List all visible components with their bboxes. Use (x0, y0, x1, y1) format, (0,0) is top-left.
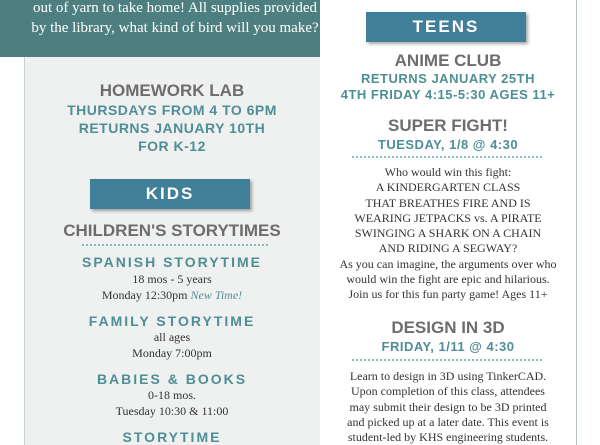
family-storytime-ages: all ages (153, 330, 191, 344)
babies-books-time: Tuesday 10:30 & 11:00 (115, 404, 229, 418)
super-fight-description (324, 165, 572, 303)
family-storytime-title: FAMILY STORYTIME (88, 313, 256, 329)
super-fight-title: SUPER FIGHT! (388, 116, 508, 135)
family-storytime-time: Monday 7:00pm (132, 346, 212, 360)
design-3d-date: FRIDAY, 1/11 @ 4:30 (381, 339, 515, 354)
description-line: Who would win this fight: (384, 165, 512, 179)
description-line: As you can imagine, the arguments over who (339, 256, 557, 271)
spanish-storytime-title: SPANISH STORYTIME (82, 254, 262, 270)
babies-books-ages: 0-18 mos. (148, 388, 196, 402)
description-line: Upon completion of this class, attendees (351, 384, 545, 399)
storytime-title: STORYTIME (122, 429, 222, 445)
banner-line: out of yarn to take home! All supplies provided (32, 0, 318, 16)
dotted-divider (352, 359, 542, 361)
homework-lab-returns: RETURNS JANUARY 10TH (78, 120, 266, 136)
anime-club-title: ANIME CLUB (394, 51, 502, 70)
dotted-divider (82, 244, 268, 246)
banner-text (30, 0, 320, 38)
homework-lab-grades: FOR K-12 (138, 138, 206, 154)
design-3d-title: DESIGN IN 3D (391, 318, 505, 337)
description-line: WEARING JETPACKS vs. A PIRATE (354, 210, 542, 225)
description-line: and picked up at a later date. This event is (347, 414, 549, 429)
description-line: AND RIDING A SEGWAY? (378, 241, 518, 256)
childrens-storytimes-title: CHILDREN'S STORYTIMES (63, 221, 281, 240)
spanish-storytime-ages: 18 mos - 5 years (132, 272, 212, 286)
top-banner (0, 0, 320, 57)
anime-club-returns: RETURNS JANUARY 25TH (361, 71, 535, 86)
description-line: Learn to design in 3D using TinkerCAD. (349, 369, 547, 383)
homework-lab-schedule: THURSDAYS FROM 4 TO 6PM (67, 102, 277, 118)
description-line: SWINGING A SHARK ON A CHAIN (354, 226, 542, 241)
new-time-note: New Time! (190, 288, 243, 302)
description-line: would win the fight are epic and hilarious. (346, 272, 550, 287)
description-line: A KINDERGARTEN CLASS (375, 180, 521, 195)
homework-lab-title: HOMEWORK LAB (99, 81, 245, 100)
anime-club-schedule: 4TH FRIDAY 4:15-5:30 AGES 11+ (340, 87, 556, 102)
description-line: THAT BREATHES FIRE AND IS (365, 195, 531, 210)
description-line: Join us for this fun party game! Ages 11+ (348, 287, 548, 302)
right-page-border (576, 0, 577, 445)
description-line: student-led by KHS engineering students. (347, 430, 549, 445)
teens-section-header: TEENS (366, 12, 526, 42)
spanish-storytime-time: Monday 12:30pm New Time! (101, 288, 243, 302)
super-fight-date: TUESDAY, 1/8 @ 4:30 (377, 137, 519, 152)
babies-books-title: BABIES & BOOKS (96, 371, 248, 387)
design-3d-description (324, 369, 572, 445)
description-line: may submit their design to be 3D printed (349, 399, 547, 414)
kids-section-header: KIDS (90, 179, 250, 209)
banner-line: by the library, what kind of bird will you make? (31, 20, 319, 36)
dotted-divider (352, 156, 542, 158)
